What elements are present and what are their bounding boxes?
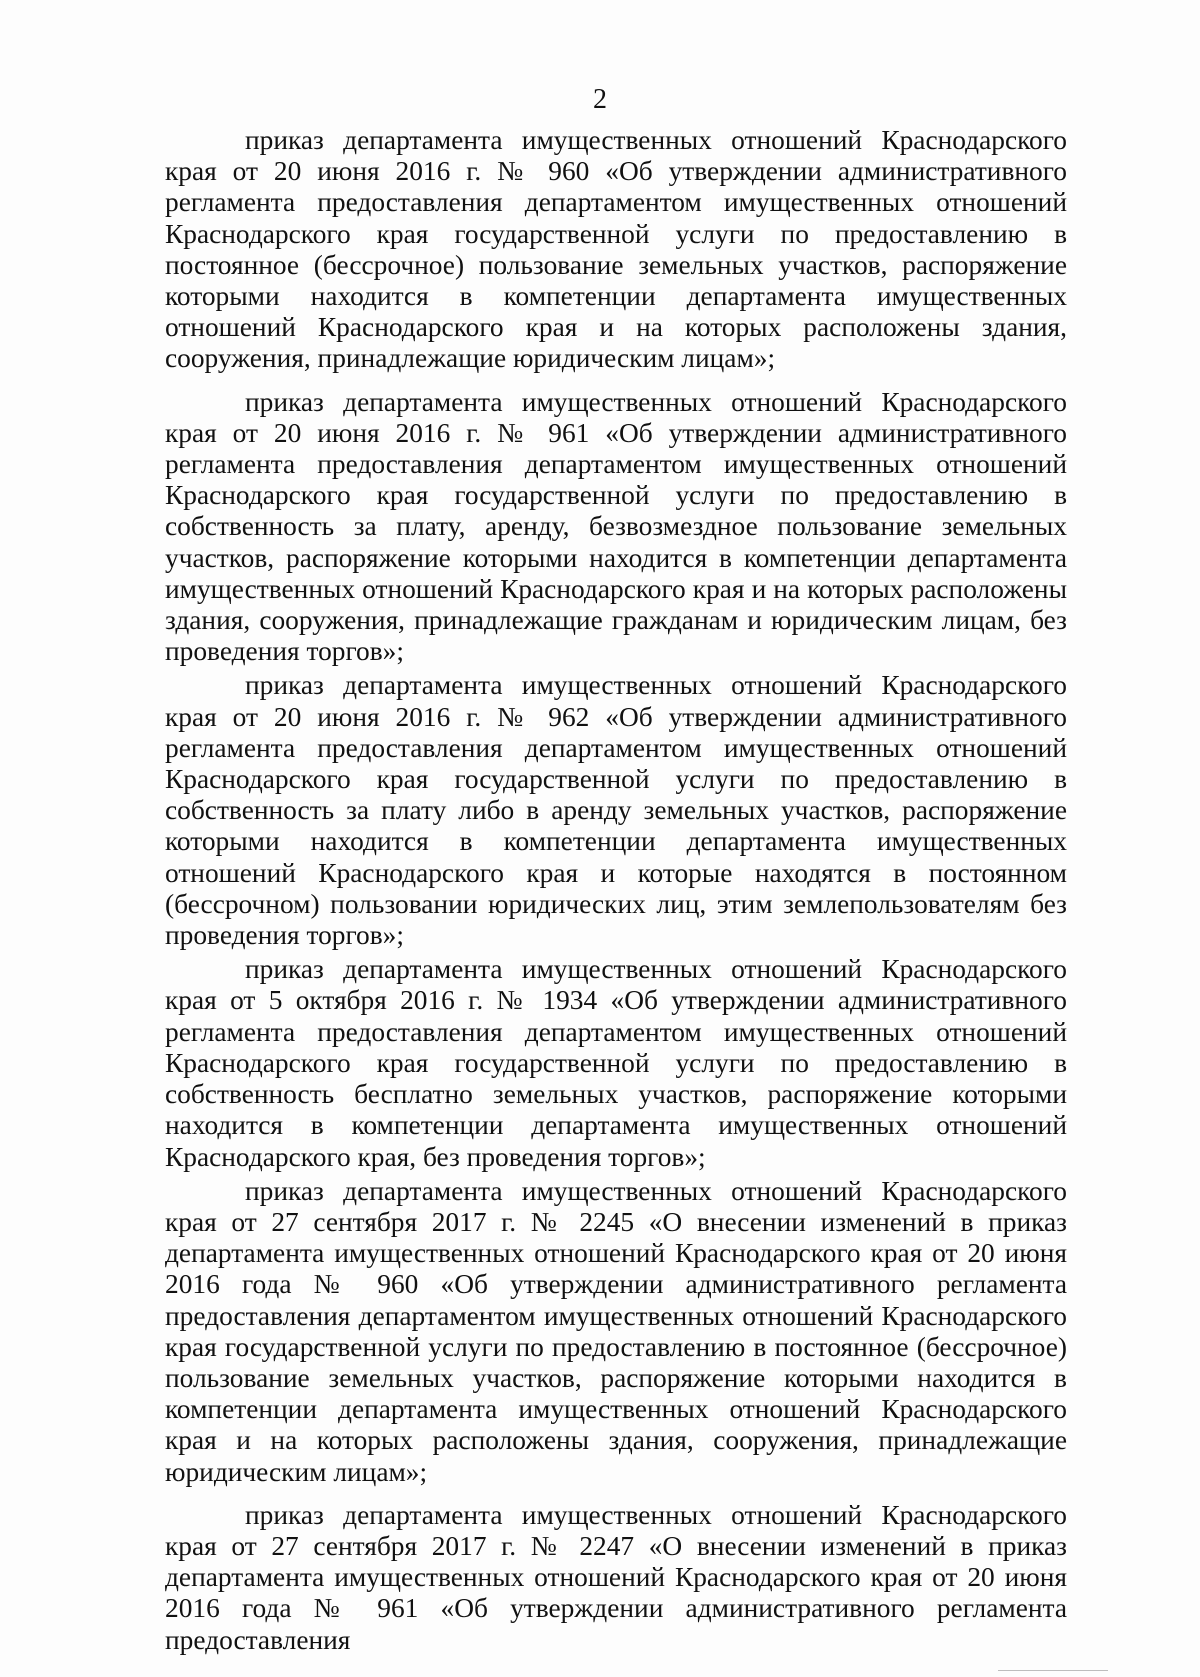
paragraph-order-1934: приказ департамента имущественных отношений Краснодарского края от 5 октября 2016 г. № 1934 «Об утверждении административного регламента предоставления департаментом имущественных отношений Краснодарского края государственной услуги по предоставлению в собственность бесплатно земельных участков, распоряжение которыми находится в компетенции департамента имущественных отношений Краснодарского края, без проведения торгов»; bbox=[165, 954, 1067, 1172]
footer-divider bbox=[998, 1670, 1108, 1671]
page-number: 2 bbox=[593, 84, 607, 115]
paragraph-order-2247: приказ департамента имущественных отношений Краснодарского края от 27 сентября 2017 г. № 2247 «О внесении изменений в приказ департамента имущественных отношений Краснодарского края от 20 июня 2016 года № 961 «Об утверждении административного регламента предоставления bbox=[165, 1499, 1067, 1655]
paragraph-order-962: приказ департамента имущественных отношений Краснодарского края от 20 июня 2016 г. № 962 «Об утверждении административного регламента предоставления департаментом имущественных отношений Краснодарского края государственной услуги по предоставлению в собственность за плату либо в аренду земельных участков, распоряжение которыми находится в компетенции департамента имущественных отношений Краснодарского края и которые находятся в постоянном (бессрочном) пользовании юридических лиц, этим землепользователям без проведения торгов»; bbox=[165, 670, 1067, 951]
paragraph-order-960: приказ департамента имущественных отношений Краснодарского края от 20 июня 2016 г. № 960 «Об утверждении административного регламента предоставления департаментом имущественных отношений Краснодарского края государственной услуги по предоставлению в постоянное (бессрочное) пользование земельных участков, распоряжение которыми находится в компетенции департамента имущественных отношений Краснодарского края и на которых расположены здания, сооружения, принадлежащие юридическим лицам»; bbox=[165, 125, 1067, 374]
paragraph-order-2245: приказ департамента имущественных отношений Краснодарского края от 27 сентября 2017 г. № 2245 «О внесении изменений в приказ департамента имущественных отношений Краснодарского края от 20 июня 2016 года № 960 «Об утверждении административного регламента предоставления департаментом имущественных отношений Краснодарского края государственной услуги по предоставлению в постоянное (бессрочное) пользование земельных участков, распоряжение которыми находится в компетенции департамента имущественных отношений Краснодарского края и на которых расположены здания, сооружения, принадлежащие юридическим лицам»; bbox=[165, 1175, 1067, 1487]
document-body bbox=[165, 125, 1067, 1659]
paragraph-order-961: приказ департамента имущественных отношений Краснодарского края от 20 июня 2016 г. № 961 «Об утверждении административного регламента предоставления департаментом имущественных отношений Краснодарского края государственной услуги по предоставлению в собственность за плату, аренду, безвозмездное пользование земельных участков, распоряжение которыми находится в компетенции департамента имущественных отношений Краснодарского края и на которых расположены здания, сооружения, принадлежащие гражданам и юридическим лицам, без проведения торгов»; bbox=[165, 386, 1067, 667]
